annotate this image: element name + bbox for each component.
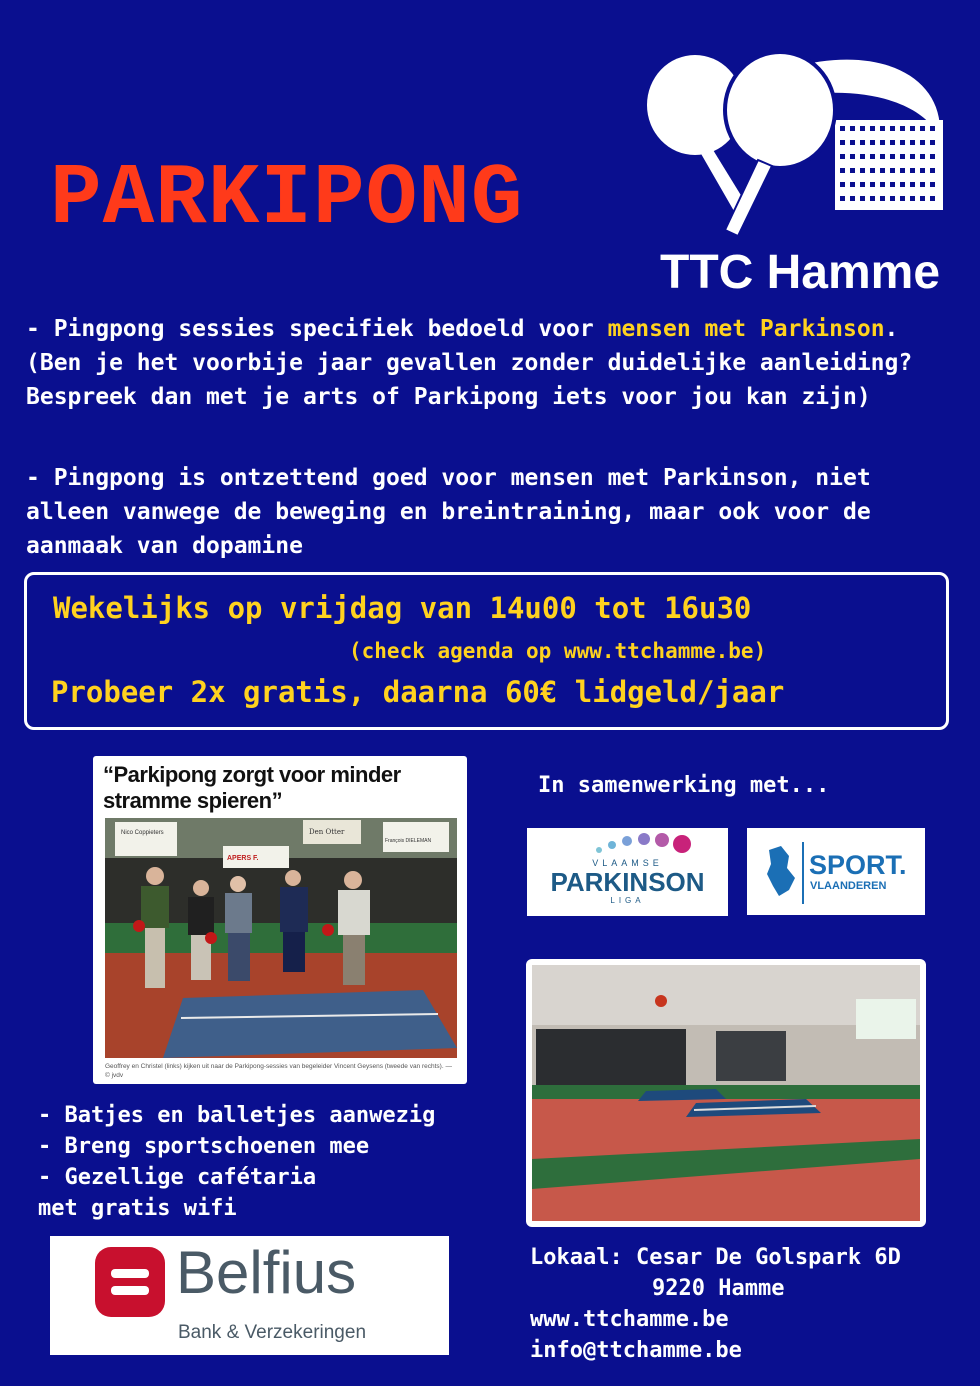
belfius-logo (50, 1236, 449, 1355)
email-link[interactable]: info@ttchamme.be (530, 1338, 742, 1363)
schedule-line: Wekelijks op vrijdag van 14u00 tot 16u30 (53, 591, 752, 625)
price-line: Probeer 2x gratis, daarna 60€ lidgeld/jaar (51, 675, 785, 709)
vpl-bottom-text: LIGA (610, 896, 645, 905)
list-item: - Gezellige cafétaria (38, 1165, 317, 1190)
news-clipping (93, 756, 467, 1084)
sports-hall-picture (526, 959, 926, 1227)
poster-title: PARKIPONG (50, 150, 524, 248)
banner-text: APERS F. (227, 855, 259, 862)
lion-icon (759, 838, 809, 908)
intro-p1-prefix: - Pingpong sessies specifiek bedoeld voor (26, 316, 608, 342)
vpl-top-text: VLAAMSE (592, 858, 663, 868)
belfius-name: Belfius (176, 1239, 357, 1306)
agenda-note: (check agenda op www.ttchamme.be) (349, 639, 767, 663)
intro-p1-highlight: mensen met Parkinson (607, 316, 885, 342)
news-photo (93, 818, 467, 1063)
list-item: met gratis wifi (38, 1196, 237, 1221)
contact-block (530, 1242, 901, 1366)
hall-photo (526, 959, 926, 1227)
partners-label: In samenwerking met... (538, 773, 830, 798)
features-list (38, 1100, 518, 1224)
intro-paragraph-2: - Pingpong is ontzettend goed voor mensen met Parkinson, niet alleen vanwege de beweging en breintraining, maar ook voor de aanmaak van dopamine (26, 465, 871, 559)
news-caption: Geoffrey en Christel (links) kijken uit naar de Parkipong-sessies van begeleider Vincent Geysens (tweede van rechts). — © jvdv (105, 1063, 452, 1079)
address-city: 9220 Hamme (652, 1276, 785, 1301)
website-link[interactable]: www.ttchamme.be (530, 1307, 729, 1332)
news-headline: “Parkipong zorgt voor minder stramme spieren” (103, 762, 401, 813)
banner-text: Nico Coppieters (121, 830, 164, 836)
banner-text: François DIELEMAN (385, 838, 432, 844)
belfius-mark-icon (95, 1247, 165, 1317)
schedule-box (24, 572, 949, 730)
ping-pong-table (163, 990, 457, 1058)
belfius-tagline: Bank & Verzekeringen (178, 1322, 367, 1343)
vpl-main-text: PARKINSON (550, 867, 705, 897)
sport-main-text: SPORT. (809, 850, 907, 880)
sport-sub-text: VLAANDEREN (810, 880, 887, 892)
address-line: Lokaal: Cesar De Golspark 6D (530, 1245, 901, 1270)
list-item: - Breng sportschoenen mee (38, 1134, 370, 1159)
intro-p1-suffix: . (Ben je het voorbije jaar gevallen zonder duidelijke aanleiding? Bespreek dan met je arts of Parkipong iets voor jou kan zijn) (26, 316, 913, 410)
banner-text: Den Otter (309, 828, 345, 836)
club-name: TTC Hamme (660, 246, 941, 299)
list-item: - Batjes en balletjes aanwezig (38, 1103, 436, 1128)
sport-vlaanderen-logo (747, 828, 925, 915)
intro-paragraph-1 (26, 312, 966, 414)
vlaamse-parkinson-liga-logo (527, 828, 728, 916)
